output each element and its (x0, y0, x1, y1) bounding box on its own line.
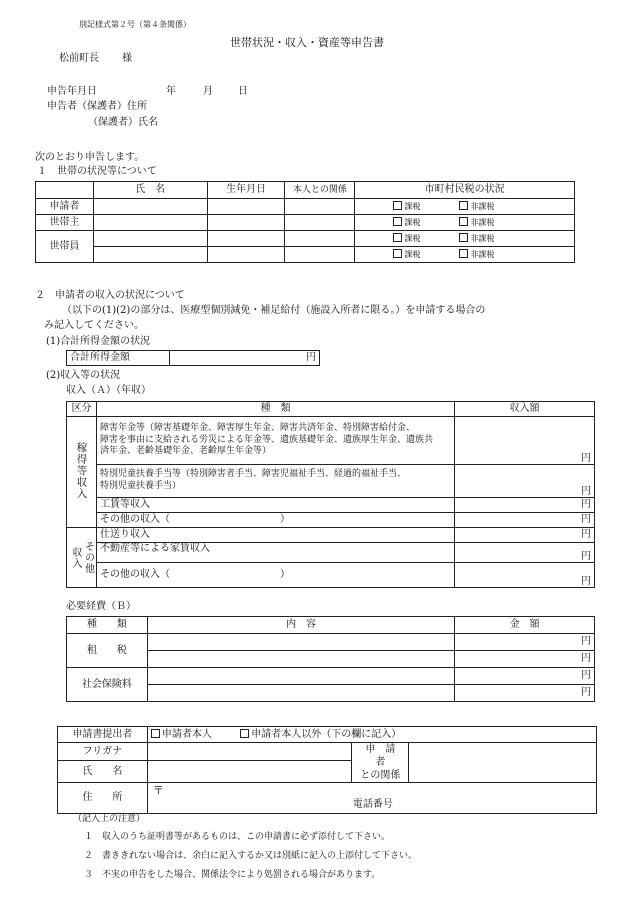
relation-label-2: との関係 (360, 770, 401, 781)
insurance-content-1[interactable] (147, 668, 454, 685)
submitter-address-label: 住 所 (58, 783, 148, 814)
addressee-town: 松前町長 (59, 53, 99, 64)
not-taxed-checkbox[interactable]: 非課税 (459, 250, 494, 259)
relation-field[interactable] (409, 743, 597, 783)
insurance-amount-2[interactable]: 円 (455, 685, 595, 702)
expense-table (66, 616, 595, 702)
total-income-field[interactable]: 円 (169, 351, 319, 366)
submitter-label: 申請書提出者 (58, 727, 148, 743)
submitter-other-checkbox[interactable]: 申請者本人以外（下の欄に記入） (240, 729, 401, 740)
submitter-self-checkbox[interactable]: 申請者本人 (151, 729, 212, 740)
sub1-heading: (1)合計所得金額の状況 (46, 336, 151, 347)
expense-caption: 必要経費（Ｂ） (66, 601, 136, 612)
section2-note-1: （以下の(1)(2)の部分は、医療型個別減免・補足給付（施設入所者に限る。）を申請する場合の (62, 305, 486, 316)
not-taxed-checkbox[interactable]: 非課税 (459, 218, 494, 227)
sub2-heading: (2)収入等の状況 (46, 370, 121, 381)
insurance-label: 社会保険料 (67, 668, 148, 702)
date-month: 月 (203, 86, 213, 97)
submitter-address-field[interactable] (147, 783, 596, 814)
earned-income-label: 稼得等収入 (75, 441, 88, 499)
applicant-name-label: （保護者）氏名 (88, 117, 158, 128)
not-taxed-checkbox[interactable]: 非課税 (459, 202, 494, 211)
income-caption: 収入（Ａ）（年収） (66, 385, 151, 396)
page-title: 世帯状況・収入・資産等申告書 (230, 36, 384, 49)
tax-content-1[interactable] (147, 634, 454, 651)
row-applicant: 申請者 (36, 199, 94, 215)
section1-heading: １ 世帯の状況等について (37, 166, 157, 177)
other-group-label-1: その他 (82, 541, 94, 574)
allowance-amount[interactable]: 円 (455, 465, 595, 498)
form-number: 別記様式第２号（第４条関係） (79, 20, 191, 29)
rent-amount[interactable]: 円 (455, 543, 595, 563)
date-label: 申告年月日 (47, 86, 97, 97)
note-item: ２ 書ききれない場合は、余白に記入するか又は別紙に記入の上添付して下さい。 (84, 851, 418, 861)
other-group-label-2: 収入 (69, 546, 81, 569)
remittance-row: 仕送り収入 (96, 528, 454, 543)
tax-amount-1[interactable]: 円 (455, 634, 595, 651)
not-taxed-checkbox[interactable]: 非課税 (459, 234, 494, 243)
exp-col-kind: 種 類 (67, 617, 148, 634)
household-table (35, 181, 575, 263)
other-income-amount[interactable]: 円 (455, 513, 595, 528)
remittance-amount[interactable]: 円 (455, 528, 595, 543)
taxed-checkbox[interactable]: 課税 (393, 218, 420, 227)
rent-row: 不動産等による家賃収入 (96, 543, 454, 563)
other-group-cell (67, 528, 97, 588)
submitter-name-label: 氏 名 (58, 760, 148, 782)
section2-heading: ２ 申請者の収入の状況について (35, 290, 185, 301)
wage-row: 工賃等収入 (96, 498, 454, 513)
total-income-label: 合計所得金額 (67, 351, 170, 366)
note-item: １ 収入のうち証明書等があるものは、この申請書に必ず添付して下さい。 (84, 832, 391, 842)
other-income-2-row: その他の収入（ ） (96, 563, 454, 588)
pension-row: 障害年金等（障害基礎年金、障害厚生年金、障害共済年金、特別障害給付金、 障害を事由に支給される労災による年金等、遺族基礎年金、遺族厚生年金、遺族共 済年金、老齢基礎年金、老齢厚生年金等） (96, 417, 454, 465)
other-income-row: その他の収入（ ） (96, 513, 454, 528)
col-birth: 生年月日 (207, 182, 285, 199)
intro-text: 次のとおり申告します。 (35, 152, 145, 163)
date-day: 日 (238, 86, 248, 97)
furigana-field[interactable] (147, 743, 352, 761)
addressee-suffix: 様 (122, 53, 132, 64)
taxed-checkbox[interactable]: 課税 (393, 234, 420, 243)
col-tax: 市町村民税の状況 (355, 182, 575, 199)
row-member: 世帯員 (36, 231, 94, 263)
notes-heading: （記入上の注意） (73, 814, 146, 824)
col-amount: 収入額 (455, 402, 595, 417)
exp-col-content: 内 容 (147, 617, 454, 634)
furigana-label: フリガナ (58, 743, 148, 761)
postal-mark: 〒 (152, 784, 164, 797)
exp-col-amount: 金 額 (455, 617, 595, 634)
date-year: 年 (166, 86, 176, 97)
submitter-name-field[interactable] (147, 760, 352, 782)
col-kind: 種 類 (96, 402, 454, 417)
income-table (66, 401, 595, 588)
insurance-content-2[interactable] (147, 685, 454, 702)
insurance-amount-1[interactable]: 円 (455, 668, 595, 685)
section2-note-2: み記入してください。 (44, 320, 144, 331)
applicant-name-cell[interactable] (93, 199, 207, 215)
tax-amount-2[interactable]: 円 (455, 651, 595, 668)
taxed-checkbox[interactable]: 課税 (393, 250, 420, 259)
col-relation: 本人との関係 (285, 182, 355, 199)
pension-amount[interactable]: 円 (455, 417, 595, 465)
applicant-address-label: 申告者（保護者）住所 (47, 101, 147, 112)
submitter-table (57, 726, 597, 814)
other-income-2-amount[interactable]: 円 (455, 563, 595, 588)
col-name: 氏 名 (93, 182, 207, 199)
wage-amount[interactable]: 円 (455, 498, 595, 513)
relation-label-1: 申 請 者 (365, 744, 406, 768)
phone-label: 電話番号 (352, 799, 393, 810)
total-income-table (66, 350, 320, 366)
row-head: 世帯主 (36, 215, 94, 231)
taxed-checkbox[interactable]: 課税 (393, 202, 420, 211)
tax-content-2[interactable] (147, 651, 454, 668)
tax-label: 租 税 (67, 634, 148, 668)
col-category: 区分 (67, 402, 97, 417)
allowance-row: 特別児童扶養手当等（特別障害者手当、障害児福祉手当、経過的福祉手当、 特別児童扶養手当） (96, 465, 454, 498)
note-item: ３ 不実の申告をした場合、関係法令により処罰される場合があります。 (84, 870, 381, 880)
